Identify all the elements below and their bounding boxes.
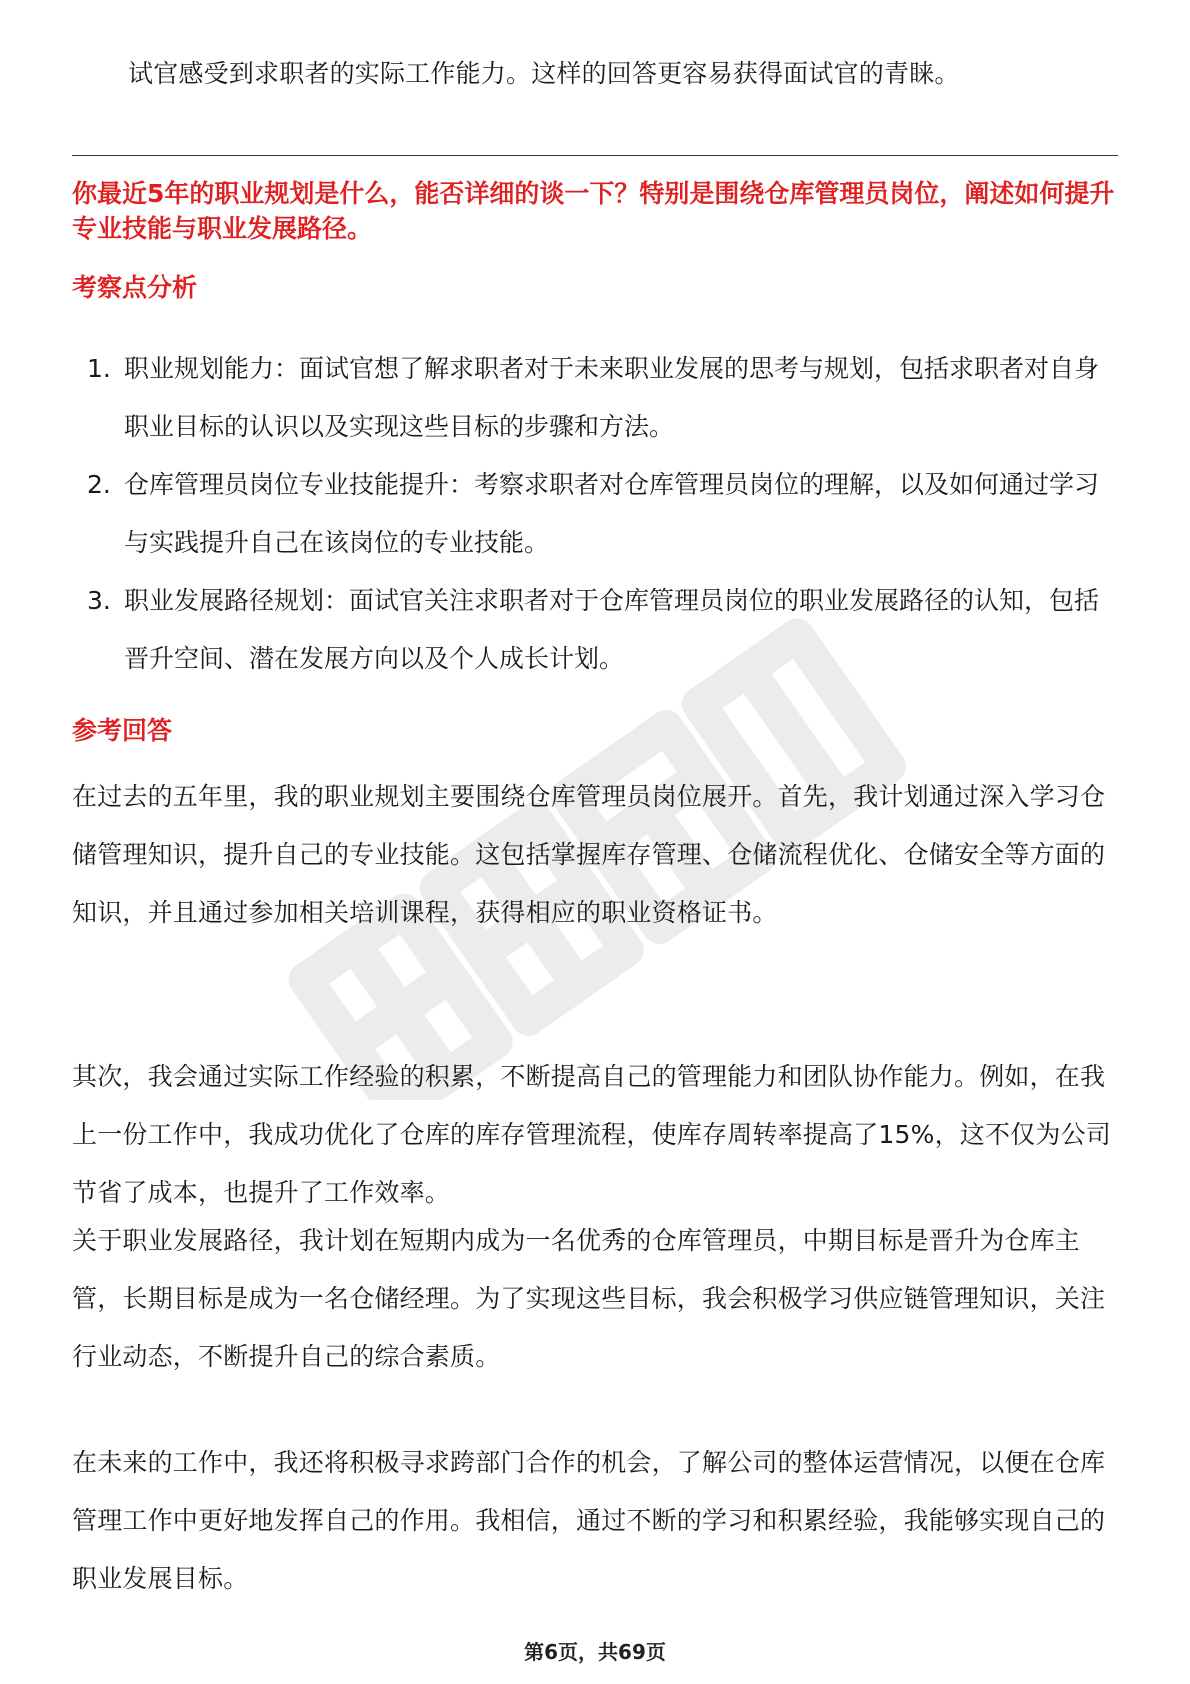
analysis-item: [72, 340, 1118, 456]
section-divider: [72, 155, 1118, 156]
analysis-item: [72, 572, 1118, 688]
analysis-heading: 考察点分析: [72, 273, 198, 302]
analysis-item-text: 职业发展路径规划：面试官关注求职者对于仓库管理员岗位的职业发展路径的认知，包括晋升空间、潜在发展方向以及个人成长计划。: [124, 586, 1100, 673]
answer-heading: 参考回答: [72, 716, 173, 745]
analysis-item-number: 2.: [87, 470, 111, 499]
analysis-item-text: 职业规划能力：面试官想了解求职者对于未来职业发展的思考与规划，包括求职者对自身职业目标的认识以及实现这些目标的步骤和方法。: [124, 354, 1100, 441]
answer-paragraph: 在未来的工作中，我还将积极寻求跨部门合作的机会，了解公司的整体运营情况，以便在仓库管理工作中更好地发挥自己的作用。我相信，通过不断的学习和积累经验，我能够实现自己的职业发展目标。: [72, 1448, 1106, 1593]
carry-over-paragraph: 试官感受到求职者的实际工作能力。这样的回答更容易获得面试官的青睐。: [128, 59, 960, 88]
answer-paragraph: 其次，我会通过实际工作经验的积累，不断提高自己的管理能力和团队协作能力。例如，在我上一份工作中，我成功优化了仓库的库存管理流程，使库存周转率提高了15%，这不仅为公司节省了成本，也提升了工作效率。: [72, 1062, 1111, 1207]
analysis-item-text: 仓库管理员岗位专业技能提升：考察求职者对仓库管理员岗位的理解，以及如何通过学习与实践提升自己在该岗位的专业技能。: [124, 470, 1100, 557]
analysis-list: [72, 340, 1118, 688]
interview-question: 你最近5年的职业规划是什么，能否详细的谈一下？特别是围绕仓库管理员岗位，阐述如何提升专业技能与职业发展路径。: [72, 179, 1115, 243]
analysis-item-number: 1.: [87, 354, 111, 383]
analysis-item: [72, 456, 1118, 572]
analysis-item-number: 3.: [87, 586, 111, 615]
answer-paragraph: 关于职业发展路径，我计划在短期内成为一名优秀的仓库管理员，中期目标是晋升为仓库主管，长期目标是成为一名仓储经理。为了实现这些目标，我会积极学习供应链管理知识，关注行业动态，不断提升自己的综合素质。: [72, 1226, 1106, 1371]
answer-paragraph: 在过去的五年里，我的职业规划主要围绕仓库管理员岗位展开。首先，我计划通过深入学习仓储管理知识，提升自己的专业技能。这包括掌握库存管理、仓储流程优化、仓储安全等方面的知识，并且通过参加相关培训课程，获得相应的职业资格证书。: [72, 782, 1106, 927]
page-footer: 第6页，共69页: [524, 1640, 666, 1664]
